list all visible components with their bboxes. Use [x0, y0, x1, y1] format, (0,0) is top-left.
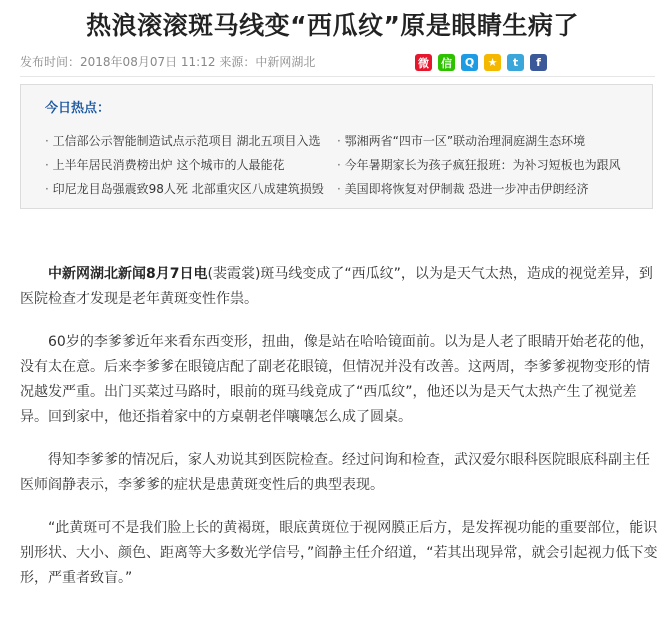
- published-time: 2018年08月07日 11:12: [80, 55, 216, 69]
- hot-news-row: [45, 176, 645, 200]
- source-name: 中新网湖北: [255, 55, 316, 69]
- article-body: [20, 262, 660, 591]
- hot-news-link[interactable]: · 今年暑期家长为孩子疯狂报班：为补习短板也为跟风: [337, 156, 621, 173]
- divider: [20, 76, 655, 77]
- published-label: 发布时间：: [20, 55, 81, 69]
- article-title: 热浪滚滚斑马线变“西瓜纹”原是眼睛生病了: [86, 11, 579, 40]
- hot-news-link[interactable]: · 印尼龙目岛强震致98人死 北部重灾区八成建筑损毁: [45, 180, 337, 197]
- source-label: 来源：: [219, 55, 256, 69]
- paragraph: 得知李爹爹的情况后，家人劝说其到医院检查。经过问询和检查，武汉爱尔眼科医院眼底科副主任医师阎静表示，李爹爹的症状是患黄斑变性后的典型表现。: [20, 452, 650, 493]
- facebook-icon[interactable]: f: [530, 54, 547, 71]
- wechat-icon[interactable]: 信: [438, 54, 455, 71]
- paragraph: 60岁的李爹爹近年来看东西变形，扭曲，像是站在哈哈镜面前。以为是人老了眼睛开始老花的他，没有太在意。后来李爹爹在眼镜店配了副老花眼镜，但情况并没有改善。这两周，李爹爹视物变形的情况越发严重。出门买菜过马路时，眼前的斑马线竟成了“西瓜纹”，他还以为是天气太热产生了视觉差异。回到家中，他还指着家中的方桌朝老伴嚷嚷怎么成了圆桌。: [20, 334, 654, 425]
- hot-news-row: [45, 152, 645, 176]
- weibo-icon[interactable]: 微: [415, 54, 432, 71]
- qzone-icon[interactable]: ★: [484, 54, 501, 71]
- qq-icon[interactable]: Q: [461, 54, 478, 71]
- hot-news-list: [45, 128, 645, 200]
- dateline: 中新网湖北新闻8月7日电: [48, 266, 208, 282]
- hot-news-link[interactable]: · 工信部公示智能制造试点示范项目 湖北五项目入选: [45, 132, 337, 149]
- hot-news-title: 今日热点：: [45, 101, 111, 116]
- tencent-weibo-icon[interactable]: t: [507, 54, 524, 71]
- paragraph: [20, 262, 660, 312]
- hot-news-link[interactable]: · 鄂湘两省“四市一区”联动治理洞庭湖生态环境: [337, 132, 585, 149]
- hot-news-row: [45, 128, 645, 152]
- hot-news-link[interactable]: · 上半年居民消费榜出炉 这个城市的人最能花: [45, 156, 337, 173]
- share-bar: [415, 54, 547, 72]
- hot-news-link[interactable]: · 美国即将恢复对伊制裁 恐进一步冲击伊朗经济: [337, 180, 588, 197]
- paragraph-text: (裴霞裳)斑马线变成了“西瓜纹”，以为是天气太热，造成的视觉差异，到医院检查才发现是老年黄斑变性作祟。: [20, 266, 653, 307]
- paragraph: “此黄斑可不是我们脸上长的黄褐斑，眼底黄斑位于视网膜正后方，是发挥视功能的重要部位，能识别形状、大小、颜色、距离等大多数光学信号，”阎静主任介绍道，“若其出现异常，就会引起视力低下变形，严重者致盲。”: [20, 520, 658, 586]
- article-meta: [20, 53, 315, 70]
- hot-news-box: [20, 84, 653, 209]
